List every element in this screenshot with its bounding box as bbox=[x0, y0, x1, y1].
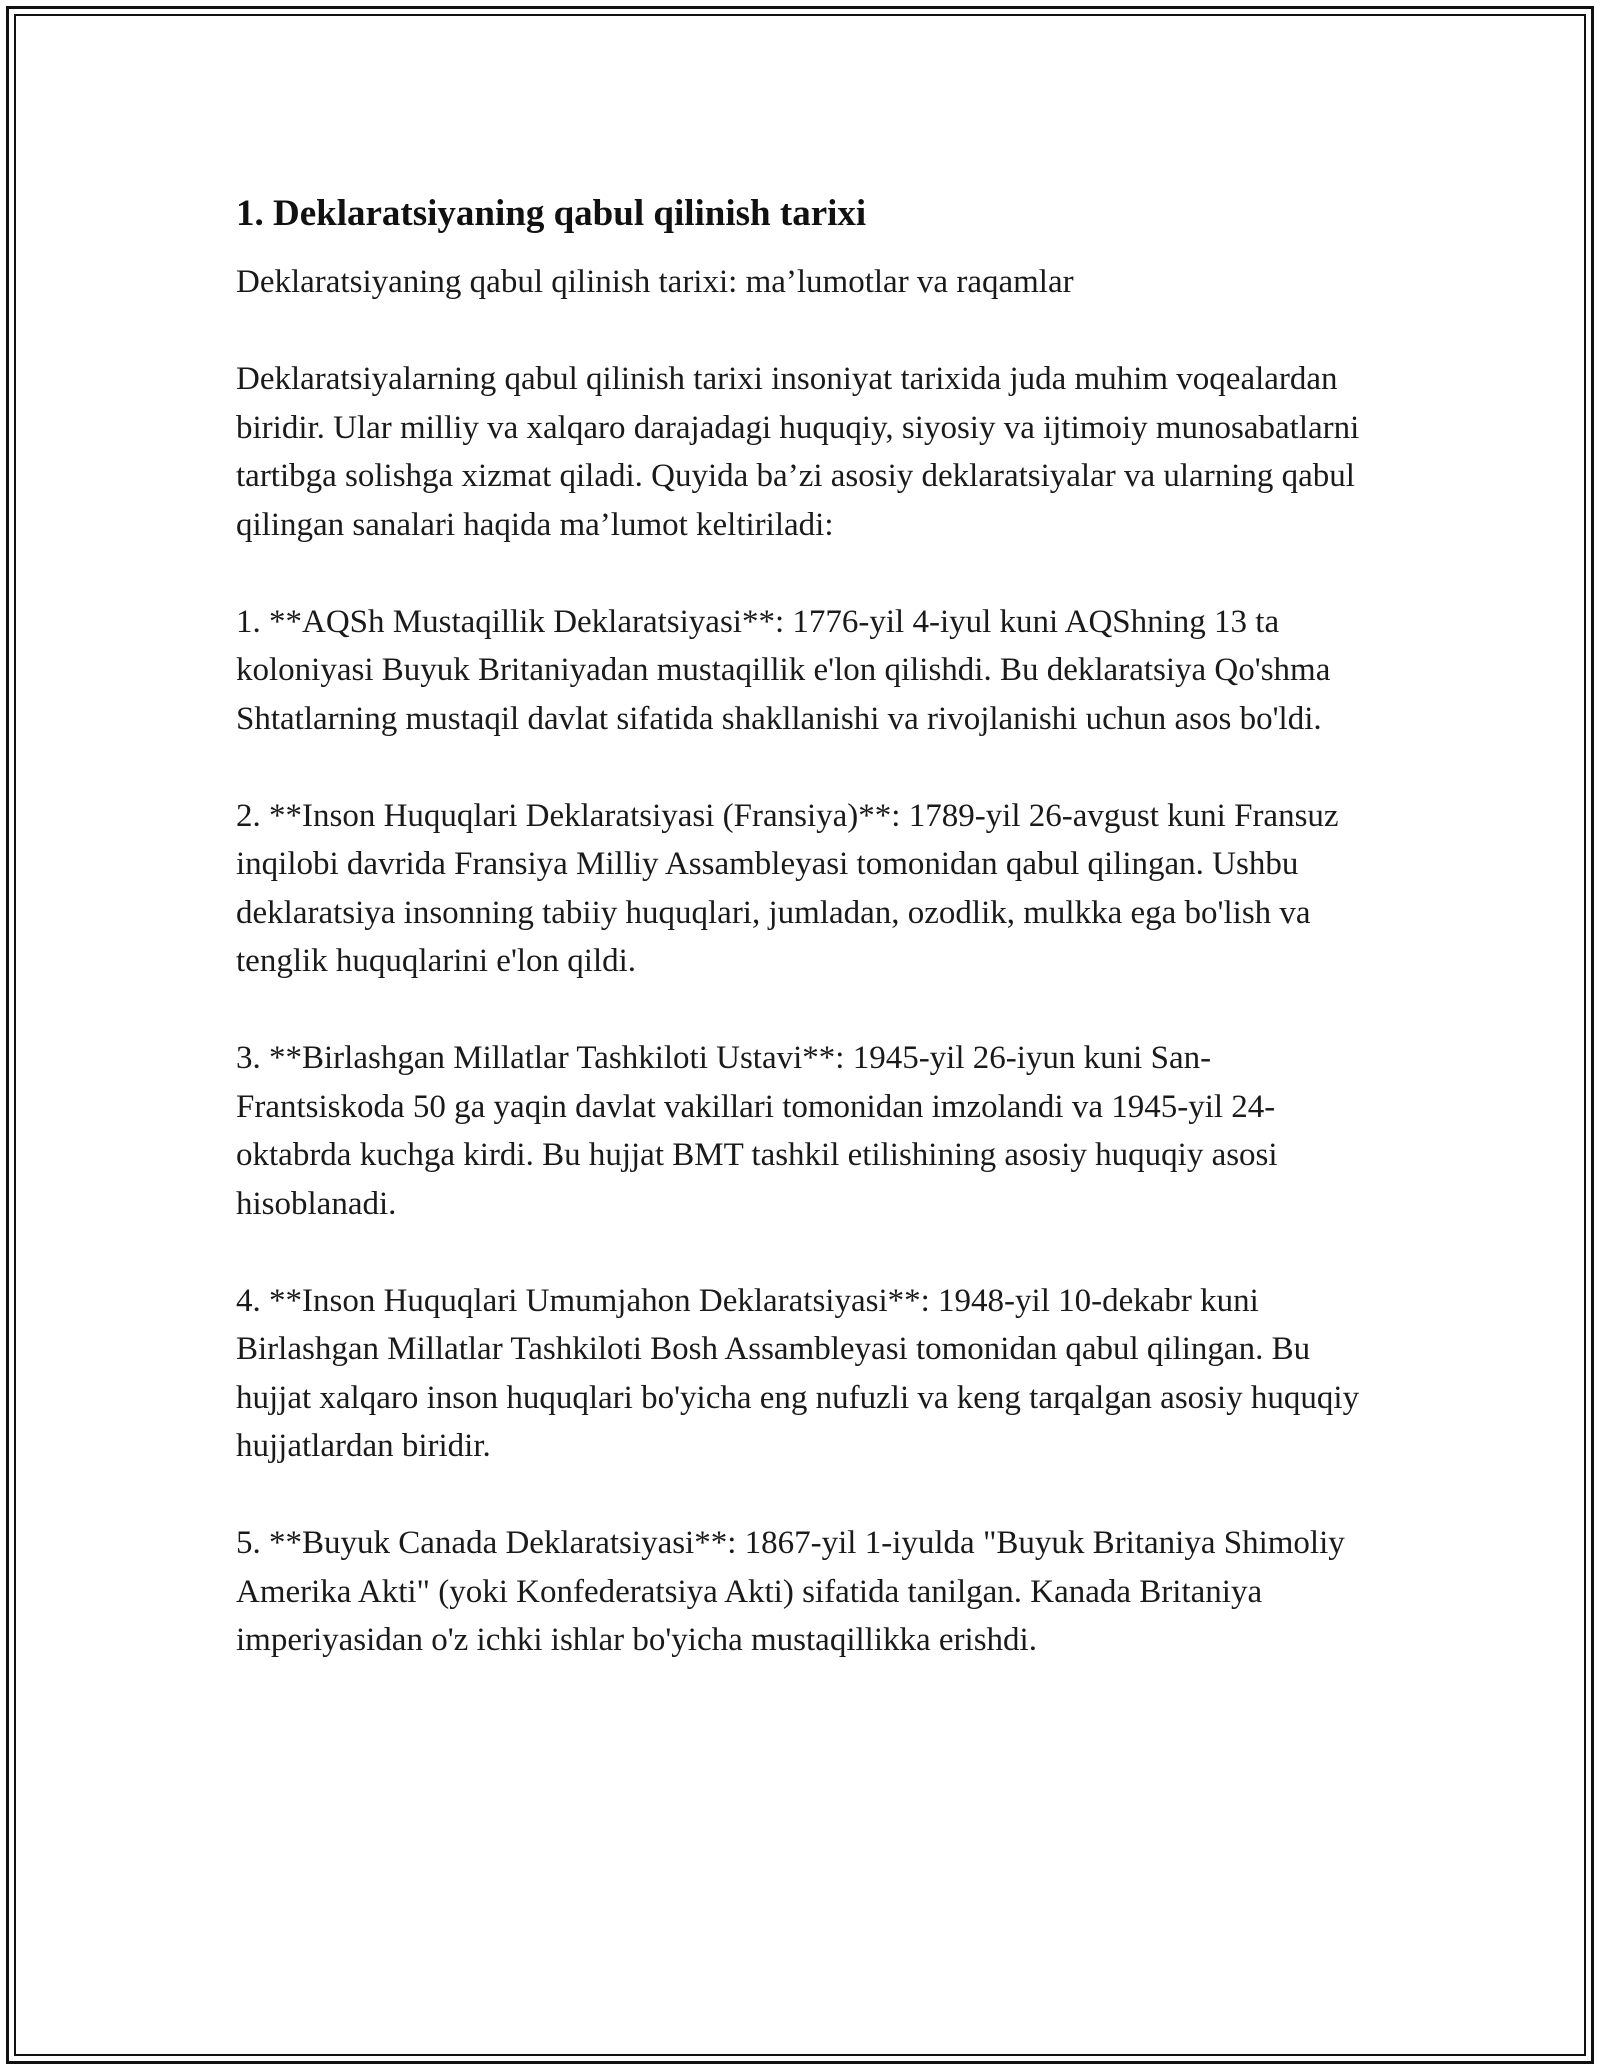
list-item-4: 4. **Inson Huquqlari Umumjahon Deklaratsiyasi**: 1948-yil 10-dekabr kuni Birlashgan Millatlar Tashkiloti Bosh Assambleyasi tomonidan qabul qilingan. Bu hujjat xalqaro inson huquqlari bo'yicha eng nufuzli va keng tarqalgan asosiy huquqiy hujjatlardan biridir. bbox=[236, 1282, 1360, 1464]
section-heading: 1. Deklaratsiyaning qabul qilinish tarixi bbox=[236, 193, 867, 234]
list-item-1: 1. **AQSh Mustaqillik Deklaratsiyasi**: 1776-yil 4-iyul kuni AQShning 13 ta koloniyasi Buyuk Britaniyadan mustaqillik e'lon qilishdi. Bu deklaratsiya Qo'shma Shtatlarning mustaqil davlat sifatida shakllanishi va rivojlanishi uchun asos bo'ldi. bbox=[236, 603, 1331, 737]
list-item-2: 2. **Inson Huquqlari Deklaratsiyasi (Fransiya)**: 1789-yil 26-avgust kuni Fransuz inqilobi davrida Fransiya Milliy Assambleyasi tomonidan qabul qilingan. Ushbu deklaratsiya insonning tabiiy huquqlari, jumladan, ozodlik, mulkka ega bo'lish va tenglik huquqlarini e'lon qildi. bbox=[236, 797, 1339, 979]
list-item-5: 5. **Buyuk Canada Deklaratsiyasi**: 1867-yil 1-iyulda "Buyuk Britaniya Shimoliy Amerika Akti" (yoki Konfederatsiya Akti) sifatida tanilgan. Kanada Britaniya imperiyasidan o'z ichki ishlar bo'yicha mustaqillikka erishdi. bbox=[236, 1525, 1345, 1658]
document-body bbox=[236, 188, 1376, 1713]
list-item-3: 3. **Birlashgan Millatlar Tashkiloti Ustavi**: 1945-yil 26-iyun kuni San-Frantsiskoda 50 ga yaqin davlat vakillari tomonidan imzolandi va 1945-yil 24-oktabrda kuchga kirdi. Bu hujjat BMT tashkil etilishining asosiy huquqiy asosi hisoblanadi. bbox=[236, 1040, 1278, 1222]
subtitle-line: Deklaratsiyaning qabul qilinish tarixi: ma’lumotlar va raqamlar bbox=[236, 264, 1074, 300]
intro-paragraph: Deklaratsiyalarning qabul qilinish tarixi insoniyat tarixida juda muhim voqealardan biridir. Ular milliy va xalqaro darajadagi huquqiy, siyosiy va ijtimoiy munosabatlarni tartibga solishga xizmat qiladi. Quyida ba’zi asosiy deklaratsiyalar va ularning qabul qilingan sanalari haqida ma’lumot keltiriladi: bbox=[236, 361, 1360, 543]
